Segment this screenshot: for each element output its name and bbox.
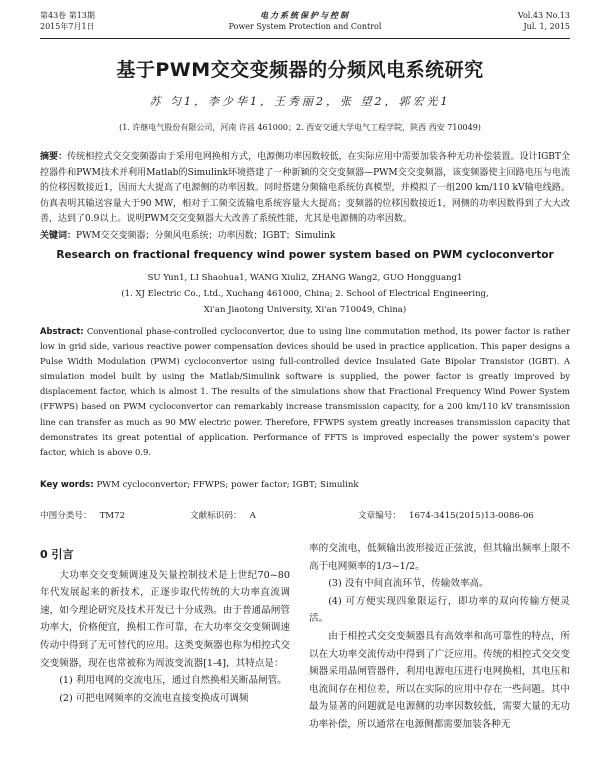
keywords-cn-label: 关键词：	[40, 231, 77, 241]
abstract-en-text: Conventional phase-controlled cycloconvertor, due to using line commutation method, its power factor is rather low in grid side, various reactive power compensation devices should be used in practice application. This paper designs a Pulse Width Modulation (PWM) cycloconvertor using full-controlled device Insulated Gate Bipolar Transistor (IGBT). A simulation model built by using the Matlab/Simulink software is supplied, the power factor is greatly improved by displacement factor, which is almost 1. The results of the simulations show that Fractional Frequency Wind Power System (FFWPS) based on PWM cycloconvertor can remarkably increase transmission capacity, for a 200 km/110 kV transmission line can transfer as much as 90 MW electric power. Therefore, FFWPS system greatly increases transmission capacity that demonstrates its great potential of application. Performance of FFTS is improved especially the power system's power factor, which is above 0.9.	[40, 326, 570, 457]
header-rule	[40, 38, 570, 39]
list-item: (1) 利用电网的交流电压，通过自然换相关断晶闸管。	[59, 675, 287, 687]
article-value: 1674-3415(2015)13-0086-06	[408, 511, 534, 521]
header-journal-cn: 电力系统保护与控制	[260, 10, 350, 20]
body-paragraph: 率的交流电，低频输出波形接近正弦波，但其输出频率上限不高于电网频率的1/3~1/2。	[309, 543, 570, 572]
abstract-cn-label: 摘要：	[40, 152, 68, 162]
abstract-cn-text: 传统相控式交交变频器由于采用电网换相方式，电源侧功率因数较低，在实际应用中需要加装各种无功补偿装置。设计IGBT全控器件和PWM技术并利用Matlab的Simulink环境搭建了一种新颖的交交变频器—PWM交交变频器，该变频器使主回路电压与电流的位移因数接近1，因而大大提高了电源侧的功率因数。同时搭建分频输电系统仿真模型，并模拟了一组200 km/110 kV输电线路。仿真表明其输送容量大于90 MW，相对于工频交流输电系统容量大大提高；变频器的位移因数接近1，网侧的功率因数得到了大大改善，达到了0.9以上。说明PWM交交变频器大大改善了系统性能，尤其是电源侧的功率因数。	[40, 152, 570, 225]
english-affiliation-line2: Xi'an Jiaotong University, Xi'an 710049, China)	[203, 305, 407, 315]
header-date-en: Jul. 1, 2015	[523, 22, 570, 31]
header-date-cn: 2015年7月1日	[40, 22, 95, 31]
document-code	[190, 509, 256, 521]
article-number	[358, 509, 534, 521]
abstract-en	[40, 324, 570, 460]
abstract-en-label: Abstract:	[40, 326, 84, 336]
list-item: (4) 可方便实现四象限运行，即功率的双向传输方便灵活。	[309, 595, 570, 625]
doc-value: A	[249, 511, 256, 521]
english-authors: SU Yun1, LI Shaohua1, WANG Xiuli2, ZHANG Wang2, GUO Hongguang1	[147, 273, 463, 283]
clc-number	[40, 509, 125, 521]
section-heading: 0 引言	[40, 548, 74, 561]
header-volume-cn: 第43卷 第13期	[40, 11, 95, 20]
keywords-cn-text: PWM交交变频器；分频风电系统；功率因数；IGBT；Simulink	[76, 231, 336, 241]
keywords-en	[40, 480, 570, 490]
body-paragraph: 大功率交交变频调速及矢量控制技术是上世纪70~80年代发展起来的新技术，正逐步取代传统的大功率直流调速，如今理论研究及技术开发已十分成熟。由于普通晶闸管功率大，价格便宜，换相工作可靠，在大功率交交变频调速传动中得到了无可替代的应用。这类变频器也称为相控式交交变频器，现在也常被称为周波变流器[1-4]，其特点是：	[40, 569, 290, 669]
list-item: (2) 可把电网频率的交流电直接变换成可调频	[59, 692, 249, 704]
article-label: 文章编号：	[358, 511, 401, 521]
header-journal-en: Power System Protection and Control	[228, 22, 382, 31]
body-column-left	[40, 546, 290, 707]
body-paragraph: 由于相控式交交变频器具有高效率和高可靠性的特点，所以在大功率交流传动中得到了广泛应用。传统的相控式交交变频器采用晶闸管器件，利用电源电压进行电网换相，其电压和电流间存在相位差，所以在实际的应用中存在一些问题。其中最为显著的问题就是电源侧的功率因数较低，需要大量的无功功率补偿，所以通常在电源侧都需要加装各种无	[309, 630, 570, 730]
author-list: 苏 匀1，李少华1，王秀丽2，张 望2，郭宏光1	[149, 95, 451, 108]
running-header	[40, 10, 570, 38]
header-right	[518, 10, 570, 32]
list-item: (3) 没有中间直流环节，传输效率高。	[328, 578, 489, 590]
abstract-cn	[40, 150, 570, 228]
body-column-right	[309, 540, 570, 734]
doc-label: 文献标识码：	[190, 511, 242, 521]
clc-value: TM72	[99, 511, 126, 521]
paper-title: 基于PWM交交变频器的分频风电系统研究	[116, 59, 484, 81]
keywords-cn	[40, 228, 570, 241]
keywords-en-text: PWM cycloconvertor; FFWPS; power factor; IGBT; Simulink	[96, 480, 359, 490]
keywords-en-label: Key words:	[40, 480, 94, 490]
header-volume-en: Vol.43 No.13	[517, 11, 570, 20]
clc-label: 中图分类号：	[40, 511, 92, 521]
english-title: Research on fractional frequency wind power system based on PWM cycloconvertor	[56, 249, 554, 261]
english-affiliation-line1: (1. XJ Electric Co., Ltd., Xuchang 461000, China; 2. School of Electrical Engineering,	[121, 289, 489, 299]
header-center	[40, 10, 570, 32]
affiliation: (1. 许继电气股份有限公司，河南 许昌 461000；2. 西安交通大学电气工程学院，陕西 西安 710049)	[119, 123, 481, 132]
